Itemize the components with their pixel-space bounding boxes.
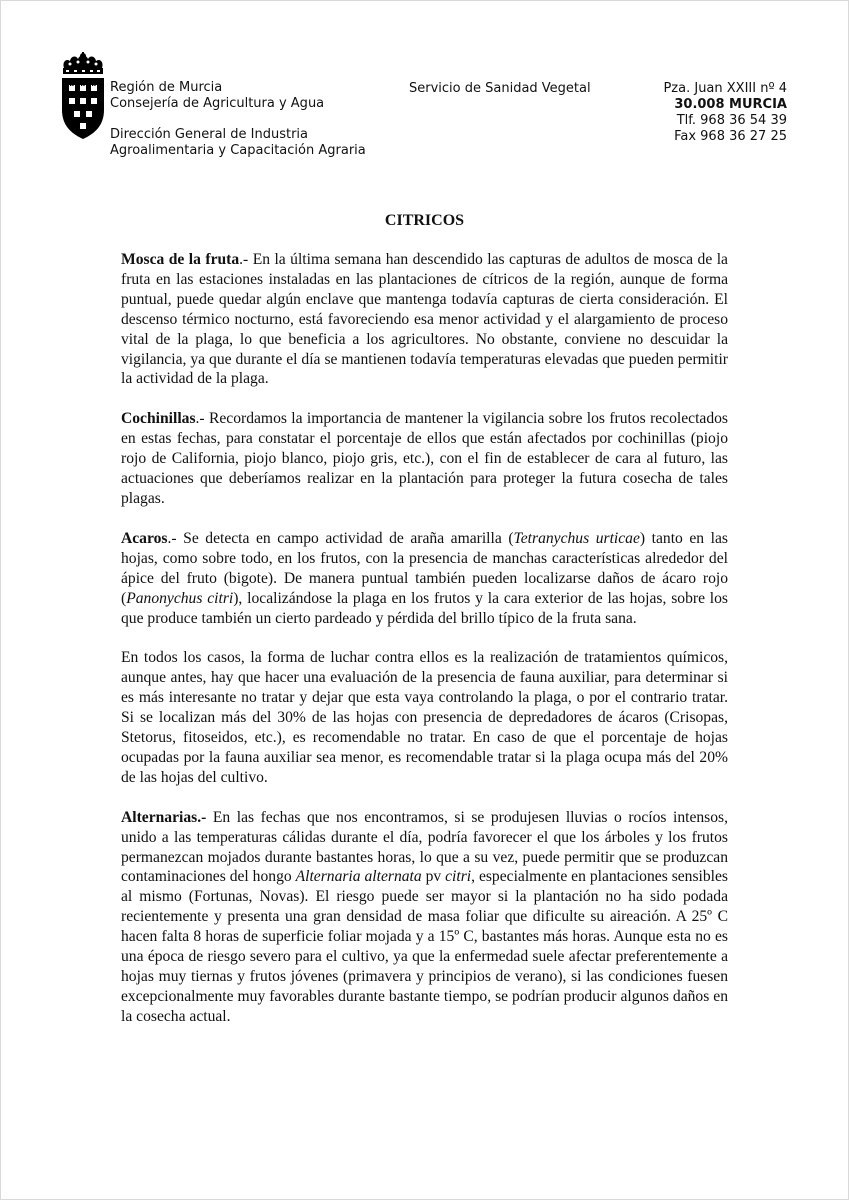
section-heading: Acaros (121, 529, 168, 547)
section-cochinillas: Cochinillas.- Recordamos la importancia de mantener la vigilancia sobre los frutos recolectados en estas fechas, para constatar el porcentaje de ellos que están afectados por cochinillas (piojo rojo de California, piojo blanco, piojo gris, etc.), con el fin de establecer de cara al futuro, las actuaciones que deberíamos realizar en la plantación para proteger la futura cosecha de tales plagas. (121, 410, 728, 507)
section-text: ), localizándose la plaga en los frutos y la cara exterior de las hojas, sobre los que produce también un cierto pardeado y pérdida del brillo típico de la fruta sana. (121, 589, 728, 627)
section-heading: Alternarias.- (121, 808, 207, 826)
species-name: Tetranychus urticae (513, 529, 640, 547)
section-text: ) tanto en las hojas, como sobre todo, en los frutos, con la presencia de manchas características alrededor del ápice del fruto (bigote). De manera puntual también pueden localizarse daños de ácaro rojo ( (121, 529, 728, 607)
section-text: En todos los casos, la forma de luchar contra ellos es la realización de tratamientos químicos, aunque antes, hay que hacer una evaluación de la presencia de fauna auxiliar, para determinar si es más interesante no tratar y dejar que esta vaya controlando la plaga, o por el contrario tratar. Si se localizan más del 30% de las hojas con presencia de depredadores de ácaros (Crisopas, Stetorus, fitoseidos, etc.), es recomendable no tratar. En caso de que el porcentaje de hojas ocupadas por la fauna auxiliar sea menor, es recomendable tratar si la plaga ocupa más del 20% de las hojas del cultivo. (121, 649, 728, 786)
address-phone: Tlf. 968 36 54 39 (676, 113, 787, 128)
section-text: pv (421, 868, 446, 886)
species-name: Panonychus citri (126, 589, 234, 607)
section-mosca: Mosca de la fruta.- En la última semana han descendido las capturas de adultos de mosca de la fruta en las estaciones instaladas en las plantaciones de cítricos de la región, aunque de forma puntual, puede quedar algún enclave que mantenga todavía capturas de cierta consideración. El descenso térmico nocturno, está favoreciendo esa menor actividad y el alargamiento de proceso vital de la plaga, lo que beneficia a los agricultores. No obstante, conviene no descuidar la vigilancia, ya que durante el día se mantienen todavía temperaturas elevadas que pueden permitir la actividad de la plaga. (121, 251, 728, 388)
section-acaros: Acaros.- Se detecta en campo actividad de araña amarilla (Tetranychus urticae) tanto en las hojas, como sobre todo, en los frutos, con la presencia de manchas características alrededor del ápice del fruto (bigote). De manera puntual también pueden localizarse daños de ácaro rojo (Panonychus citri), localizándose la plaga en los frutos y la cara exterior de las hojas, sobre los que produce también un cierto pardeado y pérdida del brillo típico de la fruta sana. (121, 529, 728, 627)
species-name: Alternaria alternata (295, 868, 422, 886)
header-ministry: Consejería de Agricultura y Agua (110, 96, 325, 111)
header-address (663, 81, 787, 145)
section-text: , especialmente en plantaciones sensibles al mismo (Fortunas, Novas). El riesgo puede ser mayor si la plantación no ha sido podada recientemente y presenta una gran densidad de masa foliar que dificulte su aireación. A 25º C hacen falta 8 horas de superficie foliar mojada y a 15º C, bastantes más horas. Aunque esta no es una época de riesgo severo para el cultivo, ya que la enfermedad suele afectar preferentemente a hojas muy tiernas y frutos jóvenes (primavera y principios de verano), si las condiciones fuesen excepcionalmente muy favorables durante bastante tiempo, se podrían producir algunos daños en la cosecha actual. (121, 868, 728, 1025)
section-text: Recordamos la importancia de mantener la vigilancia sobre los frutos recolectados en estas fechas, para constatar el porcentaje de ellos que están afectados por cochinillas (piojo rojo de California, piojo blanco, piojo gris, etc.), con el fin de establecer de cara al futuro, las actuaciones que deberíamos realizar en la plantación para proteger la futura cosecha de tales plagas. (121, 410, 728, 507)
section-text: Se detecta en campo actividad de araña amarilla ( (183, 529, 514, 547)
header-directorate-cont: Agroalimentaria y Capacitación Agraria (110, 143, 366, 158)
header-service: Servicio de Sanidad Vegetal (409, 81, 591, 96)
address-street: Pza. Juan XXIII nº 4 (663, 81, 787, 96)
section-control (121, 648, 728, 787)
section-text: En las fechas que nos encontramos, si se produjesen lluvias o rocíos intensos, unido a las temperaturas cálidas durante el día, podría favorecer el que los árboles y los frutos permanezcan mojados durante bastantes horas, lo que a su vez, puede permitir que se produzcan contaminaciones del hongo (121, 808, 728, 886)
header-directorate: Dirección General de Industria (110, 127, 309, 142)
header-region: Región de Murcia (110, 80, 223, 95)
section-heading: Mosca de la fruta (121, 251, 240, 268)
section-alternarias (121, 808, 728, 1027)
header-department (110, 80, 366, 159)
address-fax: Fax 968 36 27 25 (674, 129, 787, 144)
document-body (121, 250, 728, 1047)
address-city: 30.008 MURCIA (674, 97, 787, 112)
page-title: CITRICOS (384, 212, 465, 229)
species-name: citri (445, 868, 472, 886)
section-heading: Cochinillas (121, 410, 196, 428)
region-murcia-crest-icon (58, 52, 108, 140)
section-text: En la última semana han descendido las capturas de adultos de mosca de la fruta en las estaciones instaladas en las plantaciones de cítricos de la región, aunque de forma puntual, puede quedar algún enclave que mantenga todavía capturas de cierta consideración. El descenso térmico nocturno, está favoreciendo esa menor actividad y el alargamiento de proceso vital de la plaga, lo que beneficia a los agricultores. No obstante, conviene no descuidar la vigilancia, ya que durante el día se mantienen todavía temperaturas elevadas que pueden permitir la actividad de la plaga. (121, 251, 728, 388)
